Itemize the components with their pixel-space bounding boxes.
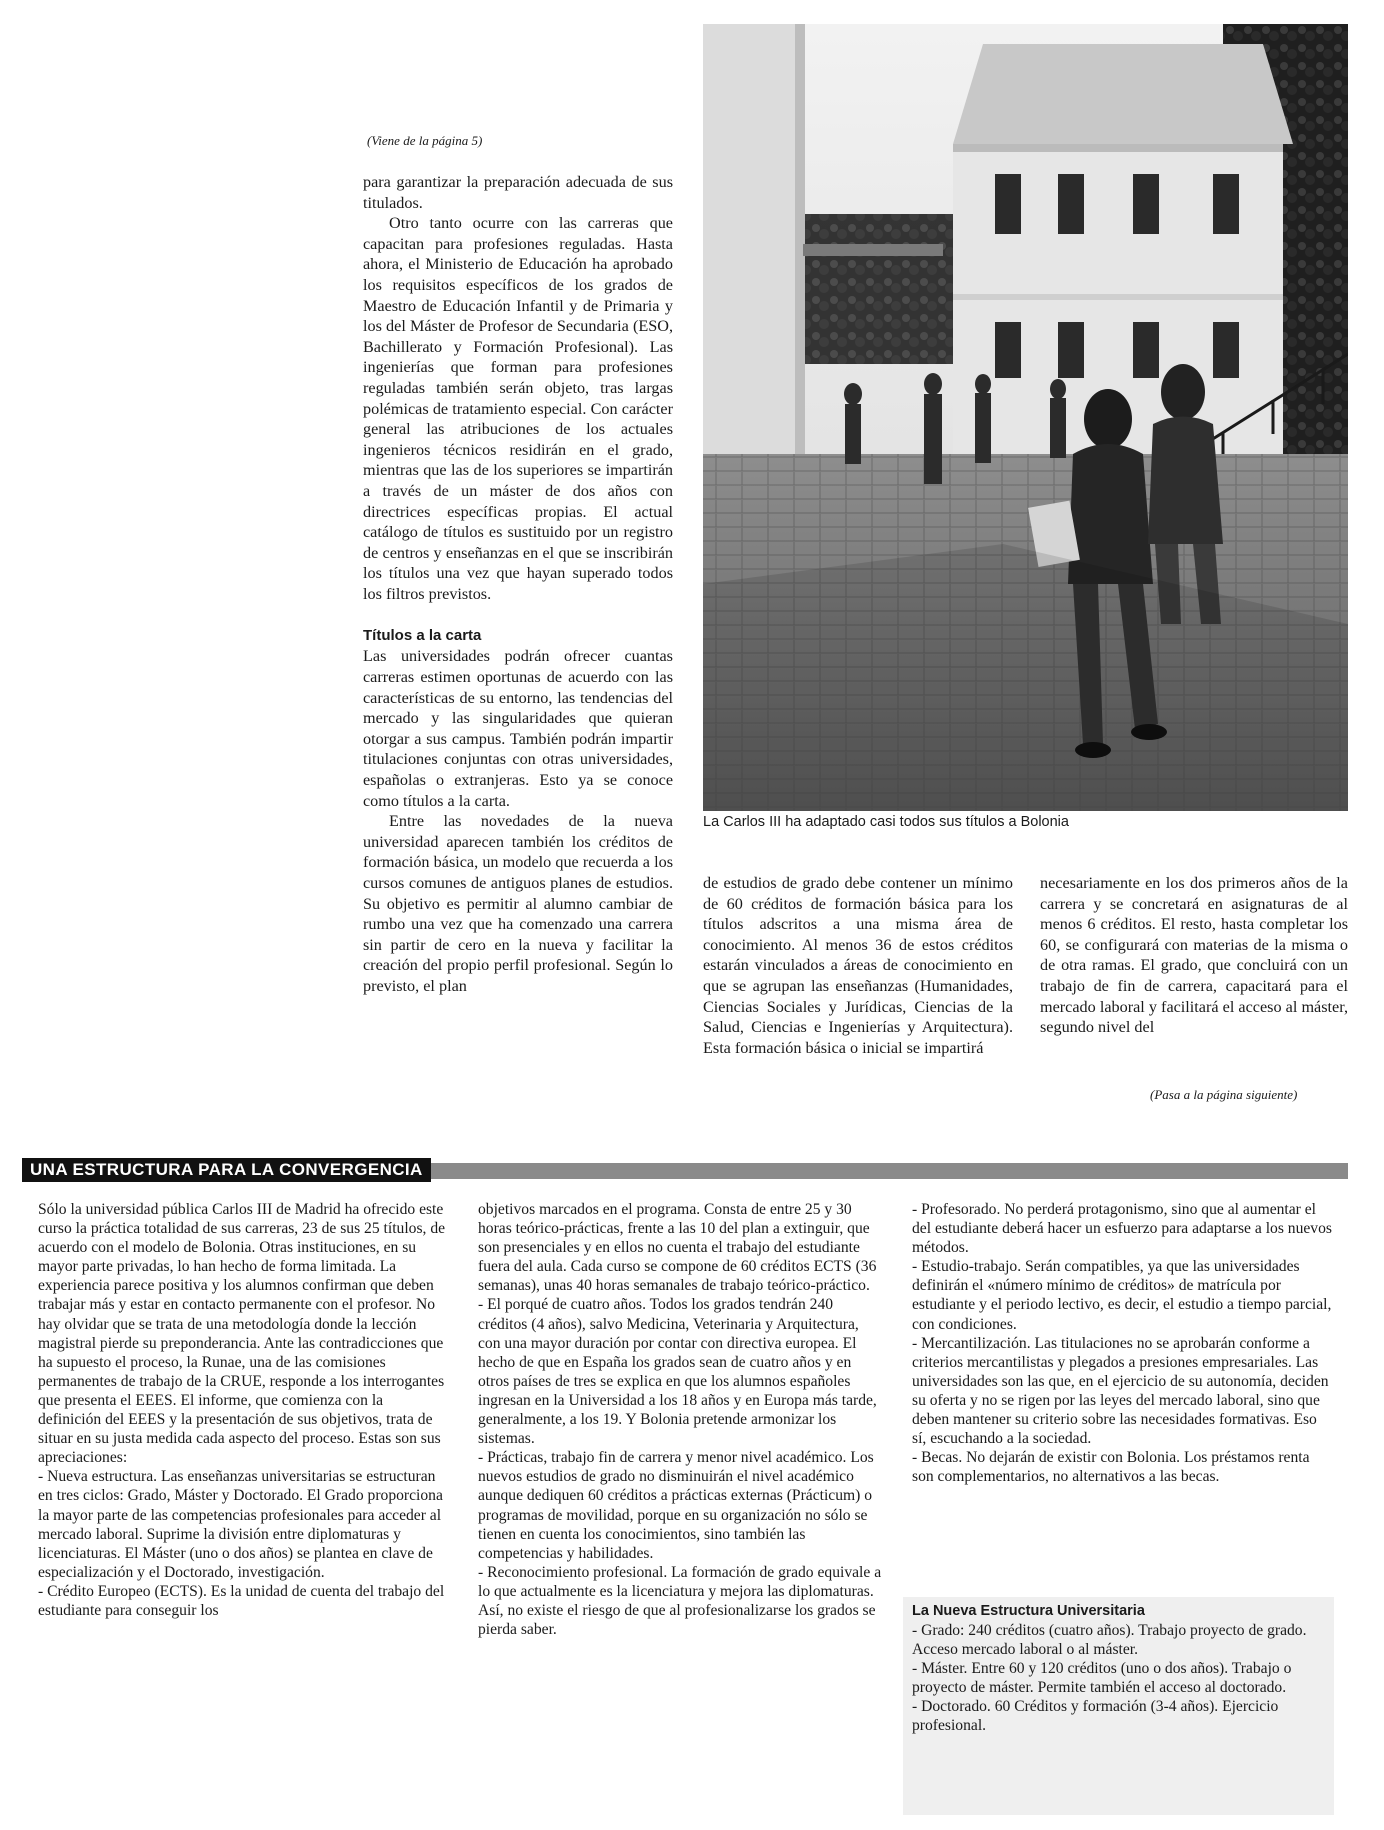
article-paragraph: Las universidades podrán ofrecer cuantas carreras estimen oportunas de acuerdo con las características de su entorno, las tendencias del mercado y las singularidades que quieran otorgar a sus campus. También podrán impartir titulaciones conjuntas con otras universidades, españolas o extranjeras. Esto ya se conoce como títulos a la carta. bbox=[363, 647, 673, 810]
article-column-2 bbox=[703, 873, 1013, 1058]
photo-caption: La Carlos III ha adaptado casi todos sus títulos a Bolonia bbox=[703, 814, 1069, 830]
article-paragraph: Entre las novedades de la nueva universidad aparecen también los créditos de formación básica, un modelo que recuerda a los cursos comunes de antiguos planes de estudios. Su objetivo es permitir al alumno cambiar de rumbo una vez que ha comenzado una carrera sin partir de cero en la nueva y facilitar la creación del propio perfil profesional. Según lo previsto, el plan bbox=[363, 812, 673, 995]
sidebar-column-2 bbox=[478, 1200, 883, 1639]
article-column-1 bbox=[363, 172, 673, 997]
info-box-item: - Doctorado. 60 Créditos y formación (3-4 años). Ejercicio profesional. bbox=[912, 1698, 1279, 1735]
article-paragraph: necesariamente en los dos primeros años de la carrera y se concretará en asignaturas de al menos 6 créditos. El resto, hasta completar los 60, se configurará con materias de la misma o de otra ramas. El grado, que concluirá con un trabajo de fin de carrera, capacitará para el mercado laboral y facilitará el acceso al máster, segundo nivel del bbox=[1040, 874, 1348, 1037]
section-subheading: Títulos a la carta bbox=[363, 627, 482, 645]
campus-photo bbox=[703, 24, 1348, 811]
continued-from-note: (Viene de la página 5) bbox=[367, 133, 483, 148]
sidebar-column-1 bbox=[38, 1200, 448, 1620]
sidebar-banner: UNA ESTRUCTURA PARA LA CONVERGENCIA bbox=[22, 1158, 431, 1182]
sidebar-paragraph: Sólo la universidad pública Carlos III de Madrid ha ofrecido este curso la práctica totalidad de sus carreras, 23 de sus 25 títulos, de acuerdo con el modelo de Bolonia. Otras instituciones, en su mayor parte privadas, lo han hecho de forma limitada. La experiencia parece positiva y los alumnos confirman que deben trabajar más y estar en contacto permanente con el profesor. No hay olvidar que se trata de una metodología donde la lección magistral pierde su preponderancia. Ante las contradicciones que ha supuesto el proceso, la Runae, una de las comisiones permanentes de trabajo de la CRUE, responde a los interrogantes que presenta el EEES. El informe, que comienza con la definición del EEES y la presentación de sus objetivos, trata de situar en su justa medida cada aspecto del proceso. Estas son sus apreciaciones: bbox=[38, 1201, 446, 1467]
sidebar-paragraph: - Prácticas, trabajo fin de carrera y menor nivel académico. Los nuevos estudios de grado no disminuirán el nivel académico aunque dediquen 60 créditos a prácticas externas (Prácticum) o programas de movilidad, porque en su organización no sólo se tienen en cuenta los conocimientos, sino también las competencias y habilidades. bbox=[478, 1449, 874, 1562]
sidebar-paragraph: - Crédito Europeo (ECTS). Es la unidad de cuenta del trabajo del estudiante para conseguir los bbox=[38, 1582, 445, 1619]
sidebar-column-3 bbox=[912, 1200, 1332, 1486]
article-column-3 bbox=[1040, 873, 1348, 1038]
sidebar-paragraph: - Profesorado. No perderá protagonismo, sino que al aumentar el del estudiante deberá hacer un esfuerzo para adaptarse a los nuevos métodos. bbox=[912, 1201, 1332, 1257]
info-box bbox=[912, 1602, 1330, 1736]
article-paragraph: Otro tanto ocurre con las carreras que capacitan para profesiones reguladas. Hasta ahora, el Ministerio de Educación ha aprobado los requisitos específicos de los grados de Maestro de Educación Infantil y de Primaria y los del Máster de Profesor de Secundaria (ESO, Bachillerato y Formación Profesional). Las ingenierías que forman para profesiones reguladas también serán objeto, tras largas polémicas de tratamiento especial. Con carácter general las atribuciones de los actuales ingenieros técnicos residirán en el grado, mientras que las de los superiores se impartirán a través de un máster de dos años con directrices específicas propias. El actual catálogo de títulos es sustituido por un registro de centros y enseñanzas en el que se inscribirán los títulos una vez que hayan superado todos los filtros previstos. bbox=[363, 214, 673, 603]
sidebar-paragraph: - El porqué de cuatro años. Todos los grados tendrán 240 créditos (4 años), salvo Medicina, Veterinaria y Arquitectura, con una mayor duración por contar con directiva europea. El hecho de que en España los grados sean de cuatro años y en otros países de tres se explica en que los alumnos españoles ingresan en la Universidad a los 18 años y en Europa más tarde, generalmente, a los 19. Y Bolonia pretende armonizar los sistemas. bbox=[478, 1296, 877, 1448]
sidebar-paragraph: - Nueva estructura. Las enseñanzas universitarias se estructuran en tres ciclos: Grado, Máster y Doctorado. El Grado proporciona la mayor parte de las competencias profesionales para acceder al mercado laboral. Suprime la división entre diplomaturas y licenciaturas. El Máster (uno o dos años) se plantea en clave de especialización y el Doctorado, investigación. bbox=[38, 1468, 443, 1581]
sidebar-paragraph: - Becas. No dejarán de existir con Bolonia. Los préstamos renta son complementarios, no alternativos a las becas. bbox=[912, 1449, 1310, 1486]
info-box-item: - Grado: 240 créditos (cuatro años). Trabajo proyecto de grado. Acceso mercado laboral o al máster. bbox=[912, 1622, 1307, 1659]
sidebar-paragraph: - Mercantilización. Las titulaciones no se aprobarán conforme a criterios mercantilistas y plegados a presiones empresariales. Las universidades son las que, en el ejercicio de su autonomía, deciden su oferta y no se rigen por las leyes del mercado laboral, sino que deben mantener su criterio sobre las necesidades formativas. Eso sí, escuchando a la sociedad. bbox=[912, 1334, 1329, 1448]
continues-to-note: (Pasa a la página siguiente) bbox=[1150, 1087, 1298, 1102]
info-box-title: La Nueva Estructura Universitaria bbox=[912, 1603, 1145, 1619]
article-paragraph: de estudios de grado debe contener un mínimo de 60 créditos de formación básica para los títulos adscritos a una misma área de conocimiento. Al menos 36 de estos créditos estarán vinculados a áreas de conocimiento en que se agrupan las enseñanzas (Humanidades, Ciencias Sociales y Jurídicas, Ciencias de la Salud, Ciencias e Ingenierías y Arquitectura). Esta formación básica o inicial se impartirá bbox=[703, 874, 1013, 1057]
sidebar-paragraph: objetivos marcados en el programa. Consta de entre 25 y 30 horas teórico-prácticas, frente a las 10 del plan a extinguir, que son presenciales y en ellos no cuenta el trabajo del estudiante fuera del aula. Cada curso se compone de 60 créditos ECTS (36 semanas), unas 40 horas semanales de trabajo teórico-práctico. bbox=[478, 1201, 877, 1295]
info-box-item: - Máster. Entre 60 y 120 créditos (uno o dos años). Trabajo o proyecto de máster. Permite también el acceso al doctorado. bbox=[912, 1660, 1292, 1697]
sidebar-paragraph: - Estudio-trabajo. Serán compatibles, ya que las universidades definirán el «número mínimo de créditos» de matrícula por estudiante y el periodo lectivo, es decir, el estudio a tiempo parcial, con condiciones. bbox=[912, 1258, 1332, 1333]
article-paragraph: para garantizar la preparación adecuada de sus titulados. bbox=[363, 173, 673, 212]
sidebar-paragraph: - Reconocimiento profesional. La formación de grado equivale a lo que actualmente es la licenciatura y mejora las diplomaturas. Así, no existe el riesgo de que al profesionalizarse los grados se pierda saber. bbox=[478, 1563, 882, 1639]
